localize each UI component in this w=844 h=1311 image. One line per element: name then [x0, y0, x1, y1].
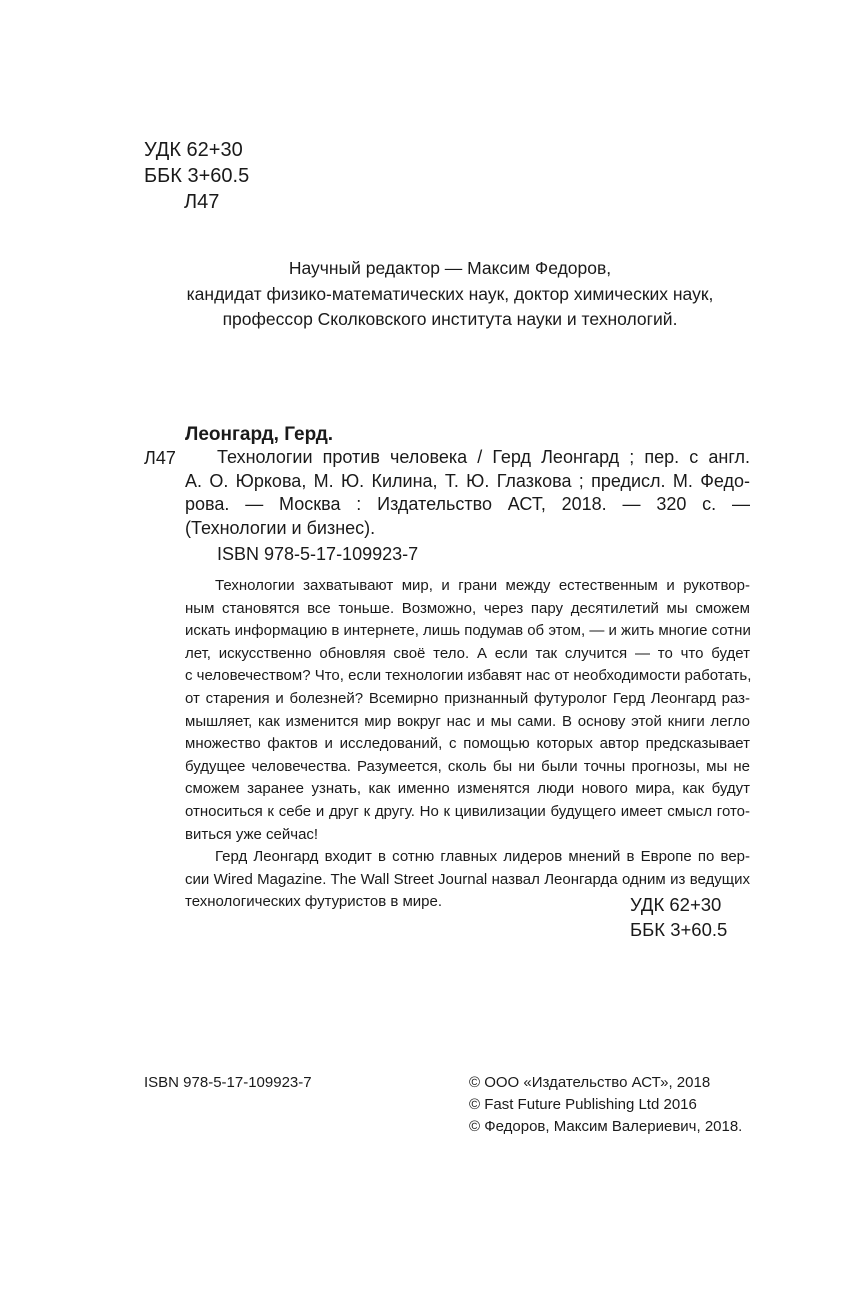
annotation-line: виться уже сейчас! [185, 825, 319, 843]
top-classification-codes [144, 137, 249, 215]
copyright-line: © Fast Future Publishing Ltd 2016 [469, 1096, 697, 1113]
bbk-code: ББК 3+60.5 [144, 165, 250, 187]
bbk-code: ББК 3+60.5 [630, 919, 728, 940]
bibliographic-description [185, 446, 750, 541]
copyright-notices [469, 1072, 742, 1138]
description-line: рова. — Москва : Издательство АСТ, 2018. — 320 с. — [185, 494, 750, 515]
isbn-record: ISBN 978-5-17-109923-7 [217, 544, 419, 564]
annotation-line: с человечеством? Что, если технологии избавят нас от необходимости работать, [185, 667, 752, 685]
description-line: А. О. Юркова, М. Ю. Килина, Т. Ю. Глазкова ; предисл. М. Федо- [185, 470, 750, 491]
annotation-line: лет, искусственно обновляя своё тело. А если так случится — то что будет [185, 644, 750, 662]
annotation-line: технологических футуристов в мире. [185, 893, 443, 911]
annotation-line: Герд Леонгард входит в сотню главных лидеров мнений в Европе по вер- [215, 848, 750, 866]
annotation [185, 575, 750, 914]
annotation-line: ным становятся все тоньше. Возможно, через пару десятилетий мы сможем [185, 599, 750, 617]
copyright-line: © Федоров, Максим Валериевич, 2018. [469, 1118, 743, 1135]
annotation-line: мышляет, как изменится мир вокруг нас и мы сами. В основу этой книги легло [185, 712, 750, 730]
annotation-paragraph [185, 575, 750, 846]
bottom-classification-codes [630, 892, 748, 942]
annotation-line: относиться к себе и друг к другу. Но к цивилизации будущего имеет смысл гото- [185, 802, 750, 820]
annotation-line: от старения и болезней? Всемирно признанный футуролог Герд Леонгард раз- [185, 689, 750, 707]
annotation-line: искать информацию в интернете, лишь подумав об этом, — и жить многие сотни [185, 622, 751, 640]
annotation-line: множество фактов и исследований, с помощью которых автор предсказывает [185, 735, 750, 753]
editor-line: профессор Сколковского института науки и технологий. [222, 309, 678, 329]
annotation-line: сможем заранее узнать, как именно изменятся люди нового мира, как будут [185, 780, 750, 798]
description-line: Технологии против человека / Герд Леонгард ; пер. с англ. [217, 447, 750, 467]
author-mark: Л47 [184, 191, 220, 213]
editor-line: кандидат физико-математических наук, доктор химических наук, [186, 283, 714, 304]
scientific-editor-note [150, 256, 750, 333]
udk-code: УДК 62+30 [144, 139, 243, 161]
annotation-line: Технологии захватывают мир, и грани между естественным и рукотвор- [215, 577, 750, 594]
isbn-footer: ISBN 978-5-17-109923-7 [144, 1074, 312, 1091]
annotation-line: будущее человечества. Разумеется, сколь бы ни были точны прогнозы, мы не [185, 757, 750, 775]
editor-line: Научный редактор — Максим Федоров, [288, 258, 612, 278]
annotation-line: сии Wired Magazine. The Wall Street Journal назвал Леонгарда одним из ведущих [185, 870, 750, 888]
description-line: (Технологии и бизнес). [185, 518, 376, 539]
author-heading: Леонгард, Герд. [185, 424, 334, 445]
udk-code: УДК 62+30 [630, 894, 722, 915]
copyright-line: © ООО «Издательство АСТ», 2018 [469, 1074, 711, 1091]
library-mark: Л47 [144, 448, 176, 468]
